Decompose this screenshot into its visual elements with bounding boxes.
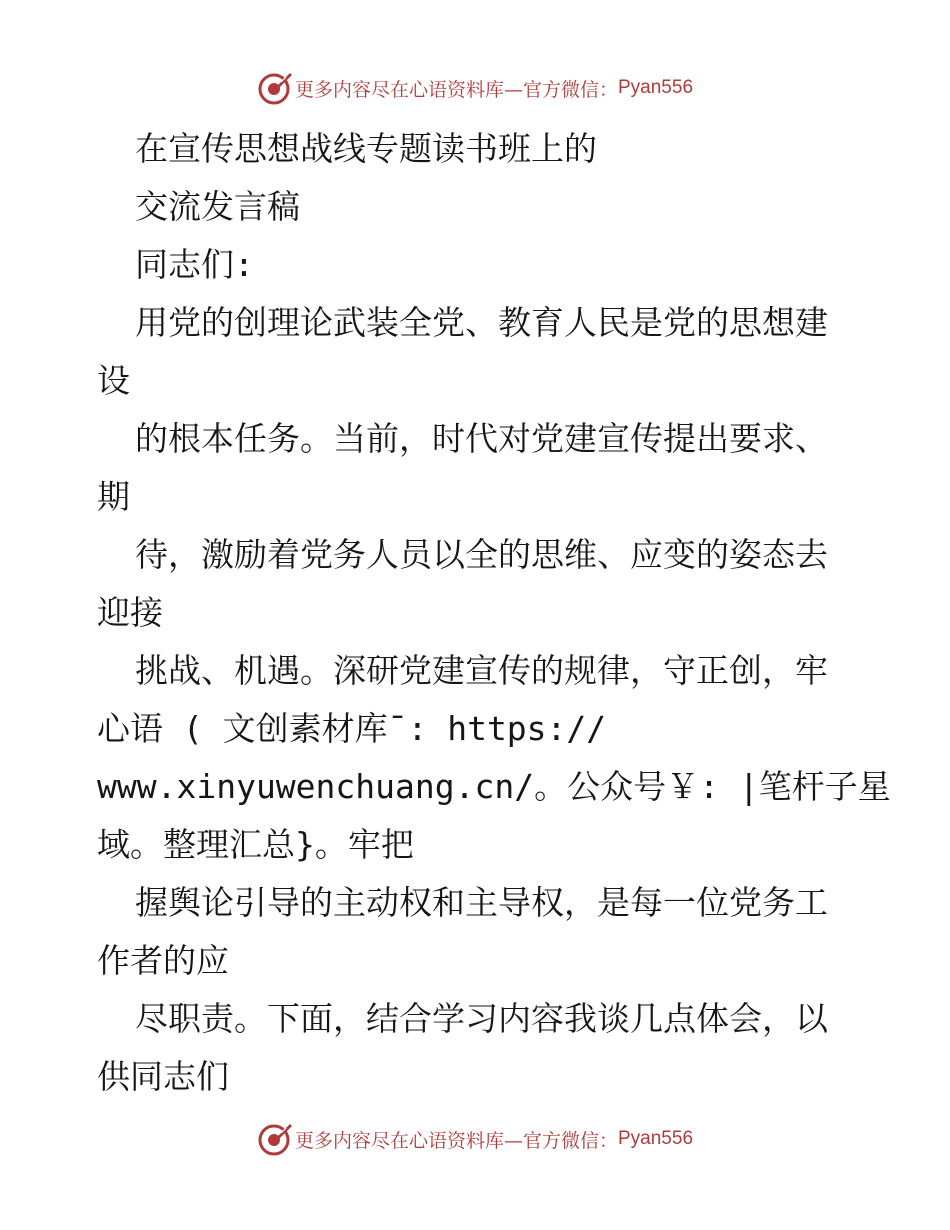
body-line: 尽职责。下面，结合学习内容我谈几点体会，以: [135, 999, 828, 1038]
document-body: [97, 120, 891, 1106]
banner-text: 更多内容尽在心语资料库—官方微信：: [294, 78, 618, 101]
title-line-2: 交流发言稿: [135, 187, 300, 226]
quill-pen-logo-icon: [257, 1121, 293, 1157]
body-line: 迎接: [97, 593, 163, 632]
body-line: 设: [97, 361, 130, 400]
header-watermark-banner: [0, 68, 950, 108]
body-line: 待，激励着党务人员以全的思维、应变的姿态去: [135, 535, 828, 574]
body-line: 域。整理汇总}。牢把: [97, 825, 414, 864]
banner-wechat-id: Pyan556: [618, 1128, 694, 1149]
body-line: www.xinyuwenchuang.cn/。公众号￥: |笔杆子星: [97, 767, 891, 806]
footer-watermark-banner: [0, 1119, 950, 1159]
body-line: 期: [97, 477, 130, 516]
body-line: 供同志们: [97, 1057, 229, 1096]
body-line: 握舆论引导的主动权和主导权，是每一位党务工: [135, 883, 828, 922]
body-line: 用党的创理论武装全党、教育人民是党的思想建: [135, 303, 828, 342]
title-line-1: 在宣传思想战线专题读书班上的: [135, 129, 597, 168]
quill-pen-logo-icon: [257, 70, 293, 106]
salutation: 同志们:: [135, 245, 254, 284]
banner-wechat-id: Pyan556: [618, 77, 694, 98]
banner-text: 更多内容尽在心语资料库—官方微信：: [294, 1129, 618, 1152]
body-line: 的根本任务。当前，时代对党建宣传提出要求、: [135, 419, 828, 458]
body-line: 作者的应: [97, 941, 229, 980]
body-line: 挑战、机遇。深研党建宣传的规律，守正创，牢: [135, 651, 828, 690]
body-line: 心语 ( 文创素材库¯: https://: [97, 709, 607, 748]
